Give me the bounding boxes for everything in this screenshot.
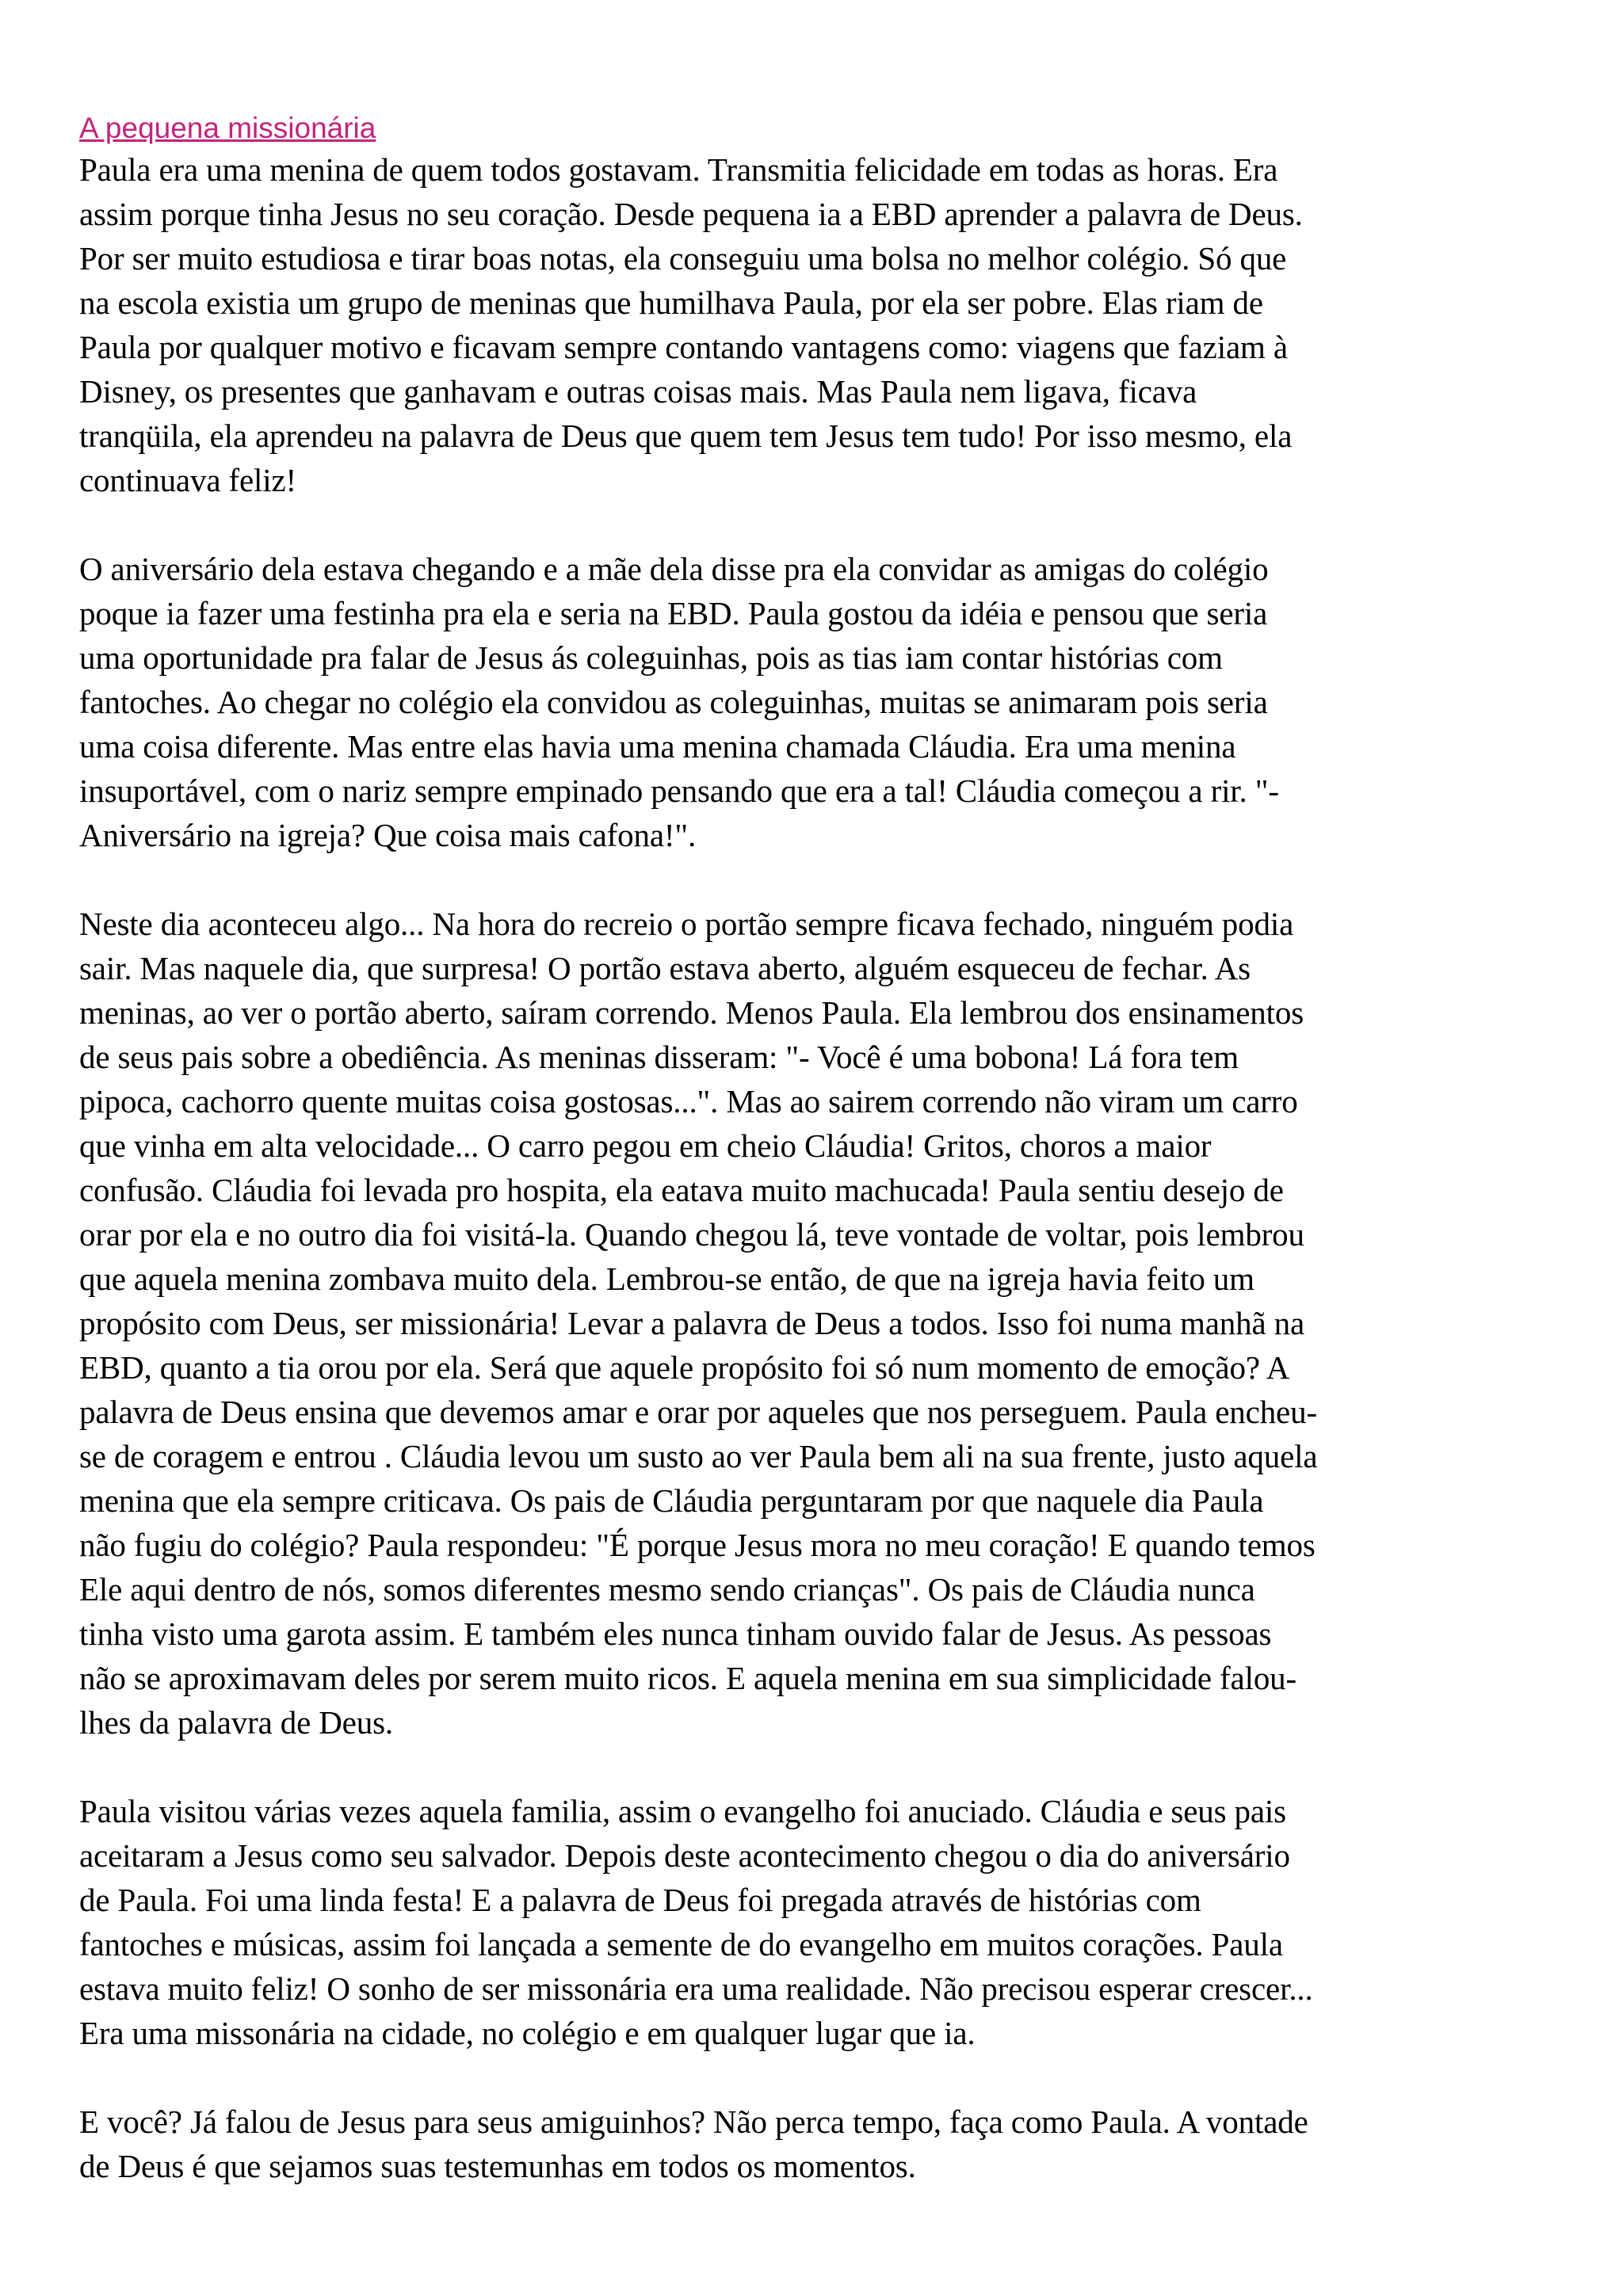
text-line: E você? Já falou de Jesus para seus amiguinhos? Não perca tempo, faça como Paula. A vontade (79, 2103, 1308, 2140)
story-body (79, 147, 1569, 2188)
text-line: Paula por qualquer motivo e ficavam sempre contando vantagens como: viagens que faziam à (79, 329, 1288, 365)
text-line: propósito com Deus, ser missionária! Levar a palavra de Deus a todos. Isso foi numa manhã na (79, 1305, 1305, 1341)
text-line: uma coisa diferente. Mas entre elas havia uma menina chamada Cláudia. Era uma menina (79, 728, 1236, 765)
text-line: poque ia fazer uma festinha pra ela e seria na EBD. Paula gostou da idéia e pensou que seria (79, 595, 1268, 631)
text-line: Disney, os presentes que ganhavam e outras coisas mais. Mas Paula nem ligava, ficava (79, 373, 1197, 410)
story-paragraph-1 (79, 147, 1569, 502)
text-line: que aquela menina zombava muito dela. Lembrou-se então, de que na igreja havia feito um (79, 1261, 1254, 1297)
text-line: fantoches e músicas, assim foi lançada a semente de do evangelho em muitos corações. Paula (79, 1926, 1283, 1962)
story-paragraph-2 (79, 547, 1569, 857)
text-line: que vinha em alta velocidade... O carro pegou em cheio Cláudia! Gritos, choros a maior (79, 1127, 1212, 1164)
text-line: tranqüila, ela aprendeu na palavra de Deus que quem tem Jesus tem tudo! Por isso mesmo, ela (79, 418, 1293, 454)
text-line: Paula visitou várias vezes aquela familia, assim o evangelho foi anuciado. Cláudia e seus pais (79, 1793, 1286, 1829)
text-line: continuava feliz! (79, 462, 297, 498)
text-line: EBD, quanto a tia orou por ela. Será que aquele propósito foi só num momento de emoção? A (79, 1349, 1290, 1386)
text-line: insuportável, com o nariz sempre empinado pensando que era a tal! Cláudia começou a rir. "- (79, 772, 1279, 809)
text-line: sair. Mas naquele dia, que surpresa! O portão estava aberto, alguém esqueceu de fechar. As (79, 950, 1251, 986)
text-line: não se aproximavam deles por serem muito ricos. E aquela menina em sua simplicidade falou- (79, 1660, 1297, 1696)
story-paragraph-3 (79, 902, 1569, 1745)
story-paragraph-4 (79, 1789, 1569, 2055)
text-line: Era uma missonária na cidade, no colégio e em qualquer lugar que ia. (79, 2015, 976, 2051)
text-line: Paula era uma menina de quem todos gostavam. Transmitia felicidade em todas as horas. Era (79, 151, 1278, 188)
text-line: Por ser muito estudiosa e tirar boas notas, ela conseguiu uma bolsa no melhor colégio. Só que (79, 240, 1287, 277)
story-title-link[interactable]: A pequena missionária (79, 112, 376, 144)
text-line: Aniversário na igreja? Que coisa mais cafona!". (79, 817, 697, 853)
text-line: uma oportunidade pra falar de Jesus ás coleguinhas, pois as tias iam contar histórias com (79, 639, 1223, 676)
text-line: não fugiu do colégio? Paula respondeu: "É porque Jesus mora no meu coração! E quando temos (79, 1527, 1316, 1563)
text-line: Neste dia aconteceu algo... Na hora do recreio o portão sempre ficava fechado, ninguém podia (79, 906, 1294, 942)
text-line: lhes da palavra de Deus. (79, 1704, 393, 1741)
text-line: confusão. Cláudia foi levada pro hospita, ela eatava muito machucada! Paula sentiu desejo de (79, 1172, 1284, 1208)
text-line: aceitaram a Jesus como seu salvador. Depois deste acontecimento chegou o dia do aniversário (79, 1837, 1290, 1874)
text-line: de Paula. Foi uma linda festa! E a palavra de Deus foi pregada através de histórias com (79, 1882, 1201, 1918)
text-line: palavra de Deus ensina que devemos amar e orar por aqueles que nos perseguem. Paula encheu- (79, 1394, 1317, 1430)
text-line: orar por ela e no outro dia foi visitá-la. Quando chegou lá, teve vontade de voltar, pois lembrou (79, 1216, 1304, 1253)
text-line: de Deus é que sejamos suas testemunhas em todos os momentos. (79, 2148, 916, 2184)
text-line: tinha visto uma garota assim. E também eles nunca tinham ouvido falar de Jesus. As pessoas (79, 1615, 1272, 1652)
document-page (79, 109, 1569, 2188)
text-line: assim porque tinha Jesus no seu coração. Desde pequena ia a EBD aprender a palavra de Deus. (79, 196, 1303, 232)
text-line: O aniversário dela estava chegando e a mãe dela disse pra ela convidar as amigas do colégio (79, 551, 1269, 587)
text-line: se de coragem e entrou . Cláudia levou um susto ao ver Paula bem ali na sua frente, justo aquela (79, 1438, 1318, 1474)
text-line: pipoca, cachorro quente muitas coisa gostosas...". Mas ao sairem correndo não viram um carro (79, 1083, 1298, 1119)
text-line: estava muito feliz! O sonho de ser missonária era uma realidade. Não precisou esperar crescer... (79, 1970, 1313, 2007)
text-line: Ele aqui dentro de nós, somos diferentes mesmo sendo crianças". Os pais de Cláudia nunca (79, 1571, 1255, 1608)
text-line: fantoches. Ao chegar no colégio ela convidou as coleguinhas, muitas se animaram pois seria (79, 684, 1268, 720)
text-line: meninas, ao ver o portão aberto, saíram correndo. Menos Paula. Ela lembrou dos ensinamentos (79, 994, 1304, 1031)
text-line: de seus pais sobre a obediência. As meninas disseram: "- Você é uma bobona! Lá fora tem (79, 1039, 1239, 1075)
text-line: na escola existia um grupo de meninas que humilhava Paula, por ela ser pobre. Elas riam de (79, 284, 1263, 321)
text-line: menina que ela sempre criticava. Os pais de Cláudia perguntaram por que naquele dia Paula (79, 1482, 1264, 1519)
story-paragraph-5 (79, 2100, 1569, 2188)
